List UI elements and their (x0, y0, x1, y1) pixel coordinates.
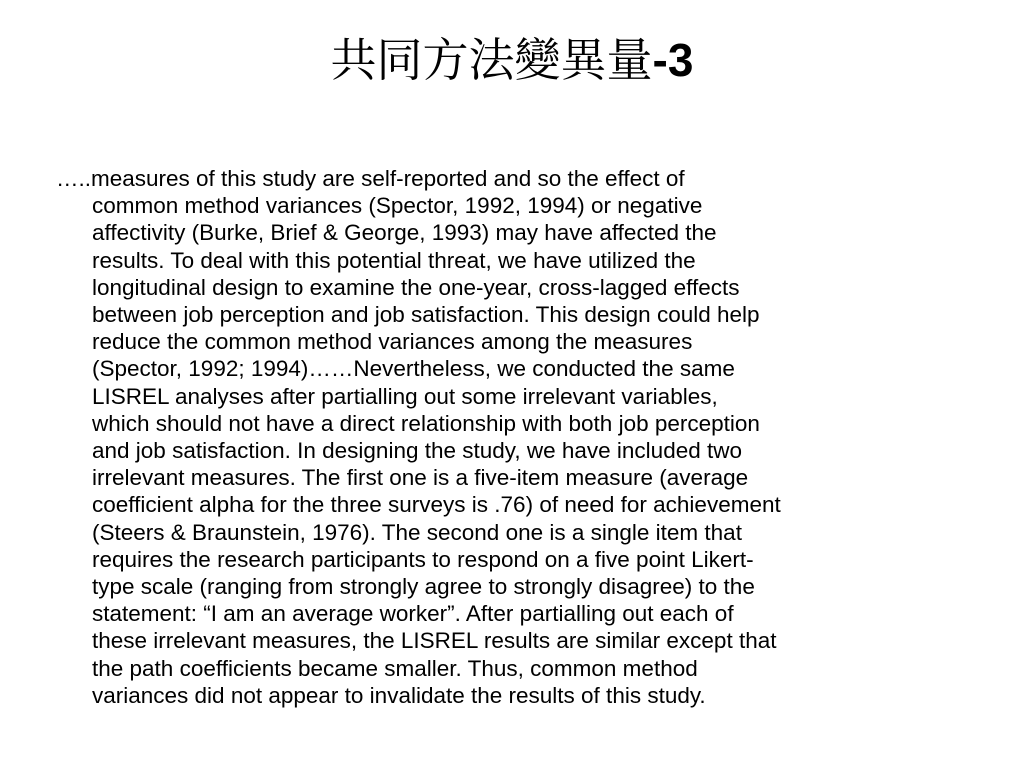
slide-title (0, 28, 1024, 92)
slide-body-paragraph: …..measures of this study are self-reported and so the effect of common method variances (Spector, 1992, 1994) or negative affectivity (Burke, Brief & George, 1993) may have affected the results. To deal with this potential threat, we have utilized the longitudinal design to examine the one-year, cross-lagged effects between job perception and job satisfaction. This design could help reduce the common method variances among the measures (Spector, 1992; 1994)……Nevertheless, we conducted the same LISREL analyses after partialling out some irrelevant variables, which should not have a direct relationship with both job perception and job satisfaction. In designing the study, we have included two irrelevant measures. The first one is a five-item measure (average coefficient alpha for the three surveys is .76) of need for achievement (Steers & Braunstein, 1976). The second one is a single item that requires the research participants to respond on a five point Likert- type scale (ranging from strongly agree to strongly disagree) to the statement: “I am an average worker”. After partialling out each of these irrelevant measures, the LISREL results are similar except that the path coefficients became smaller. Thus, common method variances did not appear to invalidate the results of this study. (56, 166, 781, 708)
slide-title-suffix: -3 (652, 34, 694, 86)
slide-title-main: 共同方法變異量 (330, 33, 653, 87)
